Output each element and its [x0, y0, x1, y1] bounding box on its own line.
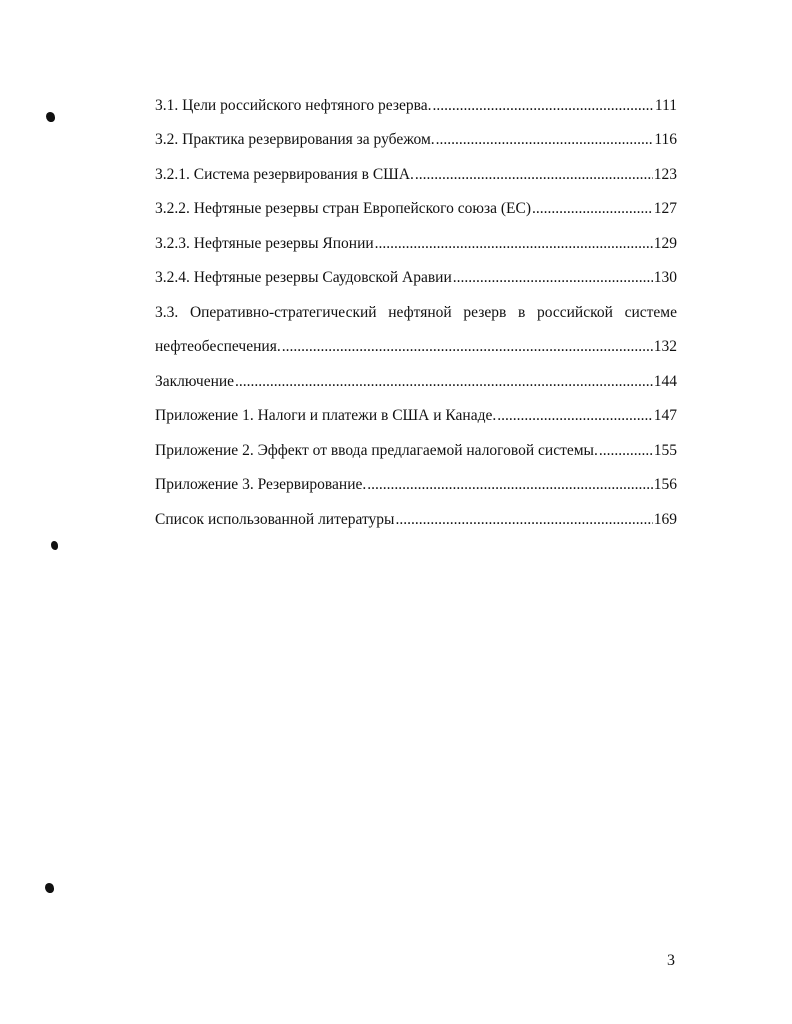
toc-entry-page: 123	[653, 165, 677, 183]
toc-entry-page: 130	[653, 269, 677, 286]
toc-entry	[155, 149, 677, 184]
toc-entry-title: 3.2.3. Нефтяные резервы Японии	[155, 234, 374, 252]
toc-entry	[155, 356, 677, 391]
toc-entry	[155, 460, 677, 495]
scan-speck-mark	[46, 112, 55, 122]
toc-leader-dots	[599, 442, 653, 460]
toc-entry-title: 3.3. Оперативно-стратегический нефтяной резерв в российской системе	[155, 303, 677, 321]
toc-entry-title: 3.2.4. Нефтяные резервы Саудовской Аравии	[155, 269, 452, 286]
toc-entry	[155, 425, 677, 460]
toc-entry-page: 132	[653, 338, 677, 355]
table-of-contents	[155, 80, 677, 529]
toc-entry	[155, 80, 677, 115]
toc-entry	[155, 253, 677, 288]
toc-leader-dots	[367, 476, 652, 494]
toc-entry-page: 155	[653, 441, 677, 459]
toc-entry-page: 144	[653, 372, 677, 390]
toc-entry-page: 116	[654, 131, 677, 148]
scan-speck-mark	[45, 883, 54, 893]
toc-entry-page: 156	[653, 476, 677, 493]
toc-leader-dots	[415, 166, 653, 184]
toc-entry-title: 3.2. Практика резервирования за рубежом.	[155, 131, 435, 148]
toc-entry	[155, 115, 677, 150]
toc-entry	[155, 218, 677, 253]
toc-entry-title: Заключение	[155, 372, 235, 390]
toc-entry-title: нефтеобеспечения.	[155, 338, 281, 355]
toc-leader-dots	[282, 338, 653, 356]
toc-entry-continuation	[155, 322, 677, 357]
toc-entry-page: 129	[653, 234, 677, 252]
toc-entry-page: 111	[654, 96, 677, 114]
toc-leader-dots	[433, 97, 654, 115]
toc-entry-title: 3.2.2. Нефтяные резервы стран Европейского союза (ЕС)	[155, 200, 531, 217]
toc-entry-page: 147	[653, 407, 677, 424]
toc-entry	[155, 391, 677, 426]
toc-entry-title: Приложение 3. Резервирование.	[155, 476, 367, 493]
toc-entry	[155, 287, 677, 322]
toc-leader-dots	[375, 235, 653, 253]
toc-leader-dots	[497, 407, 653, 425]
toc-entry-title: Список использованной литературы	[155, 510, 395, 528]
toc-entry-title: 3.1. Цели российского нефтяного резерва.	[155, 96, 432, 114]
toc-entry-title: Приложение 2. Эффект от ввода предлагаемой налоговой системы.	[155, 441, 598, 459]
toc-leader-dots	[395, 511, 652, 529]
toc-entry-title: 3.2.1. Система резервирования в США.	[155, 165, 414, 183]
page-number: 3	[667, 952, 675, 969]
toc-leader-dots	[436, 131, 654, 149]
scan-speck-mark	[51, 541, 58, 550]
toc-entry	[155, 184, 677, 219]
toc-entry-title: Приложение 1. Налоги и платежи в США и Канаде.	[155, 407, 497, 424]
toc-leader-dots	[235, 373, 653, 391]
toc-leader-dots	[453, 269, 653, 287]
toc-entry-page: 169	[653, 510, 677, 528]
toc-entry	[155, 494, 677, 529]
toc-entry-page: 127	[653, 200, 677, 217]
toc-leader-dots	[532, 200, 653, 218]
